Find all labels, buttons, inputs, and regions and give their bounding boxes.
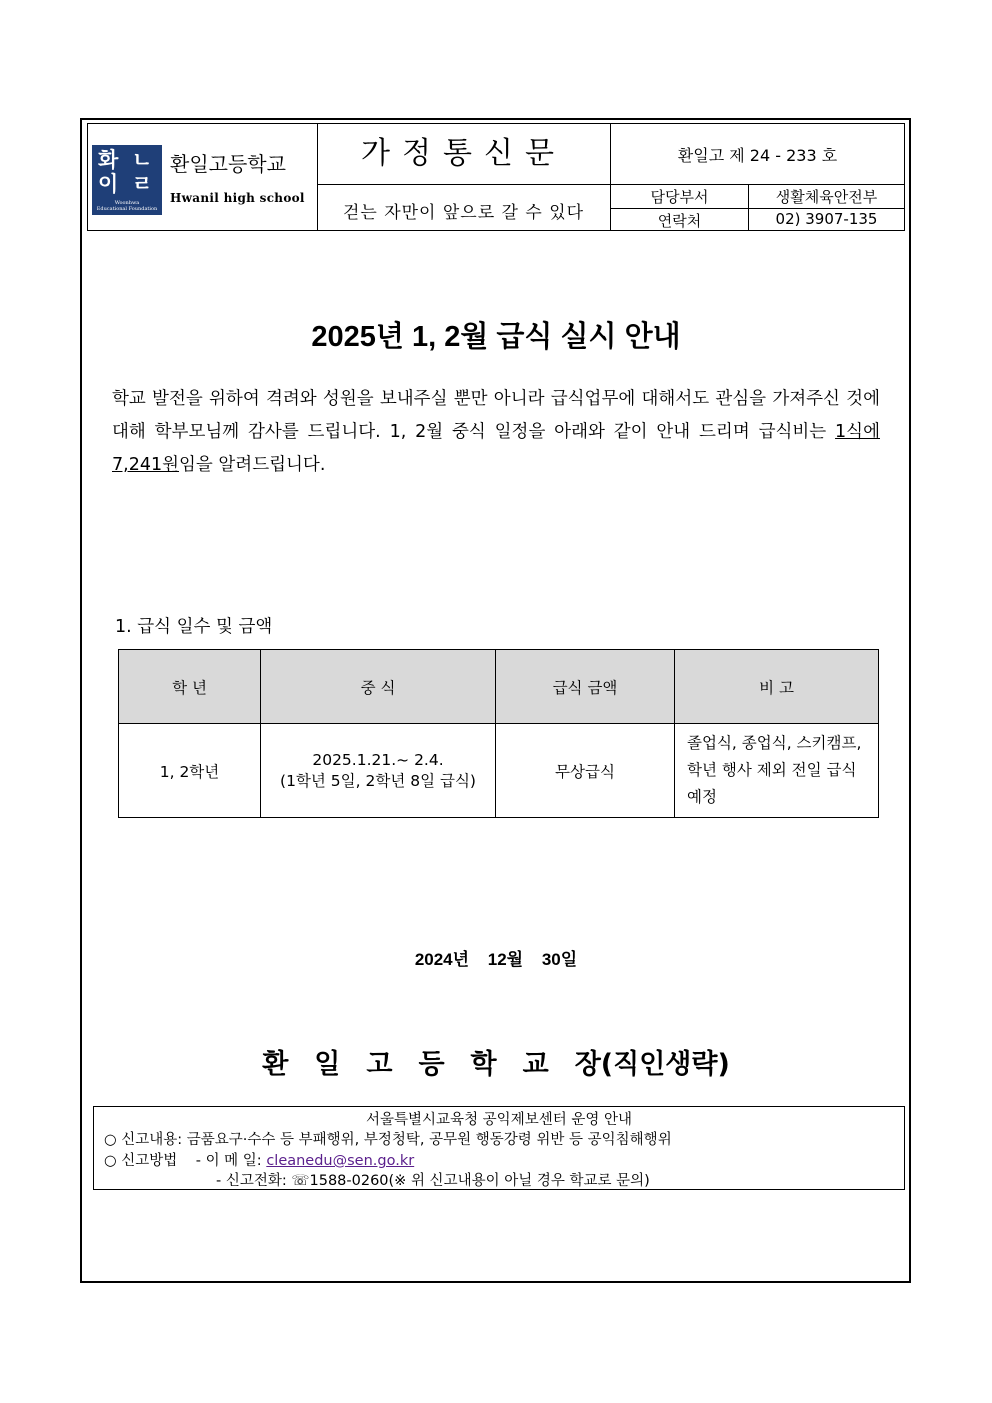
school-motto: 걷는 자만이 앞으로 갈 수 있다 xyxy=(342,203,585,223)
table-header-lunch: 중 식 xyxy=(261,650,496,724)
department-label: 담당부서 xyxy=(650,188,709,206)
notice-report-phone: - 신고전화: ☏1588-0260(※ 위 신고내용이 아닐 경우 학교로 문의) xyxy=(216,1173,650,1189)
cell-amount: 무상급식 xyxy=(496,724,675,818)
page-title: 2025년 1, 2월 급식 실시 안내 xyxy=(311,321,681,353)
notice-title: 서울특별시교육청 공익제보센터 운영 안내 xyxy=(366,1112,632,1128)
table-header-amount: 급식 금액 xyxy=(496,650,675,724)
notice-report-method: ○ 신고방법 - 이 메 일: cleanedu@sen.go.kr xyxy=(104,1153,415,1169)
newsletter-title: 가정통신문 xyxy=(361,136,566,171)
table-header-note: 비 고 xyxy=(675,650,879,724)
whistleblower-notice xyxy=(93,1106,905,1190)
contact-label: 연락처 xyxy=(657,212,702,230)
meal-table xyxy=(118,649,879,818)
school-name-english: Hwanil high school xyxy=(170,191,305,205)
section-title: 1. 급식 일수 및 금액 xyxy=(115,617,273,637)
email-link[interactable]: cleanedu@sen.go.kr xyxy=(266,1153,415,1169)
contact-value: 02) 3907-135 xyxy=(775,210,878,228)
cell-note: 졸업식, 종업식, 스키캠프, 학년 행사 제외 전일 급식 예정 xyxy=(675,724,879,818)
intro-paragraph: 학교 발전을 위하여 격려와 성원을 보내주실 뿐만 아니라 급식업무에 대해서도 관심을 가져주신 것에 대해 학부모님께 감사를 드립니다. 1, 2월 중식 일정을 아래와 같이 안내 드리며 급식비는 1식에 7,241원임을 알려드립니다. xyxy=(112,389,880,475)
notice-report-content: ○ 신고내용: 금품요구·수수 등 부패행위, 부정청탁, 공무원 행동강령 위반 등 공익침해행위 xyxy=(104,1132,672,1148)
meal-price: 1식에 7,241원 xyxy=(112,422,880,475)
document-number: 환일고 제 24 - 233 호 xyxy=(677,146,838,165)
school-name-korean: 환일고등학교 xyxy=(170,152,286,176)
cell-grade: 1, 2학년 xyxy=(119,724,261,818)
table-row xyxy=(119,724,879,818)
principal-signature: 환일고등학교장(직인생략) xyxy=(262,1049,730,1080)
issue-date: 2024년 12월 30일 xyxy=(414,950,578,969)
table-header-grade: 학 년 xyxy=(119,650,261,724)
department-value: 생활체육안전부 xyxy=(775,188,878,206)
cell-lunch: 2025.1.21.~ 2.4. (1학년 5일, 2학년 8일 급식) xyxy=(261,724,496,818)
school-logo: 화 ㄴ 이 ㄹ Woonhwa Educational Foundation xyxy=(92,145,162,215)
